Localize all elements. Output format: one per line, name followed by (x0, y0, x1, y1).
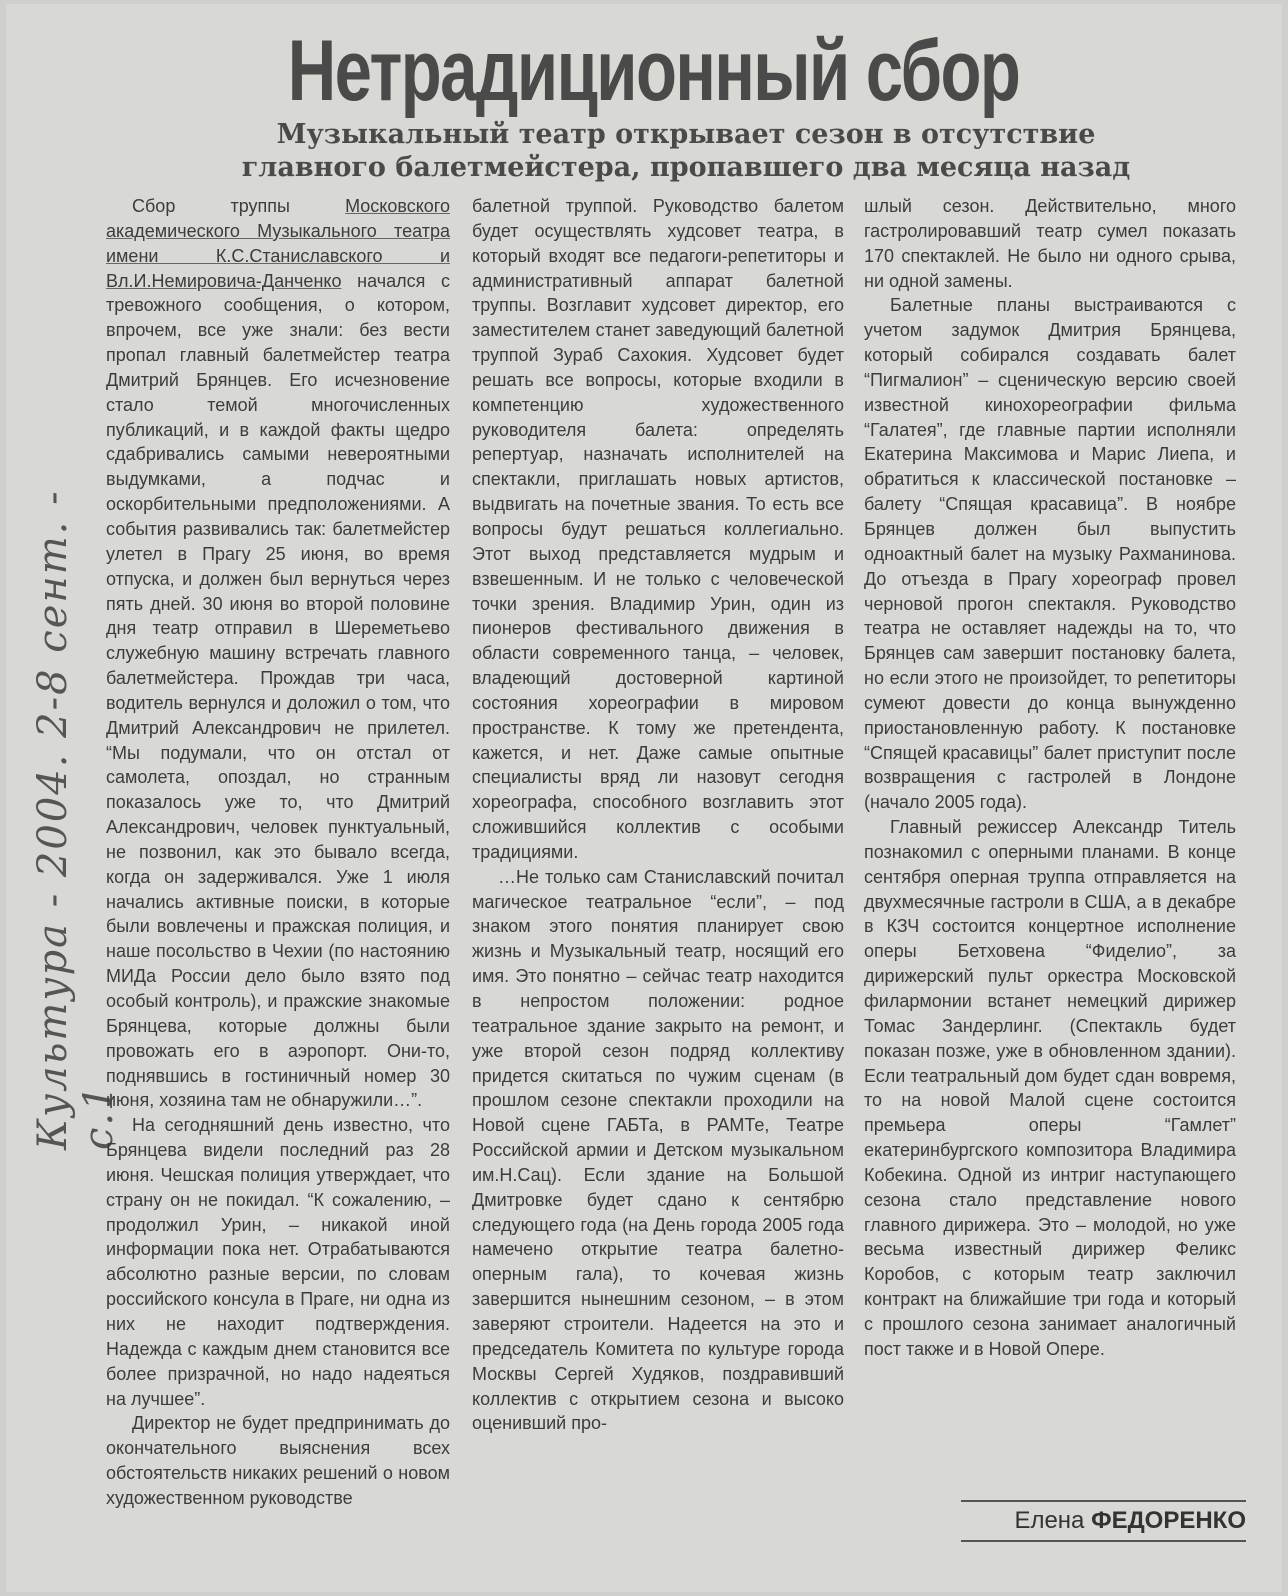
paragraph: …Не только сам Станиславский почитал магическое театральное “если”, – под знаком этого понятия планирует свою жизнь и Музыкальный театр, носящий его имя. Это понятно – сейчас театр находится в непростом положении: родное театральное здание закрыто на ремонт, и уже второй сезон подряд коллективу придется скитаться по чужим сценам (в прошлом сезоне спектакли проходили на Новой сцене ГАБТа, в РАМТе, Театре Российской армии и Детском музыкальном им.Н.Сац). Если здание на Большой Дмитровке будет сдано к сентябрю следующего года (на День города 2005 года намечено открытие театра балетно-оперным гала), то кочевая жизнь завершится нынешним сезоном, – в этом заверяют строители. Надеется на это и председатель Комитета по культуре города Москвы Сергей Худяков, поздравивший коллектив с открытием сезона и высоко оценивший про- (472, 866, 844, 1434)
newspaper-clipping (6, 4, 1282, 1592)
paragraph-lead: Сбор труппы (132, 196, 346, 216)
column-2 (472, 194, 844, 1436)
article-subtitle (106, 118, 1266, 184)
pen-underlined-text: Московского академического Музыкального театра имени К.С.Станиславского и Вл.И.Немировича-Данченко (106, 196, 450, 291)
paragraph (106, 194, 450, 1113)
paragraph: Директор не будет предпринимать до окончательного выяснения всех обстоятельств никаких решений о новом художественном руководстве (106, 1413, 450, 1508)
paragraph: Главный режиссер Александр Титель познакомил с оперными планами. В конце сентября оперная труппа отправляется на двухмесячные гастроли в США, а в декабре в КЗЧ состоится концертное исполнение оперы Бетховена “Фиделио”, за дирижерский пульт оркестра Московской филармонии встанет немецкий дирижер Томас Зандерлинг. (Спектакль будет показан позже, уже в обновленном здании). Если театральный дом будет сдан вовремя, то на новой Малой сцене состоится премьера оперы “Гамлет” екатеринбургского композитора Владимира Кобекина. Одной из интриг наступающего сезона стало представление нового главного дирижера. Это – молодой, но уже весьма известный дирижер Феликс Коробов, с которым театр заключил контракт на ближайшие три года и который с прошлого сезона занимает аналогичный пост также и в Новой Опере. (864, 817, 1236, 1359)
author-byline (961, 1500, 1246, 1542)
author-first-name: Елена (1014, 1507, 1085, 1534)
paragraph-text: начался с тревожного сообщения, о котором, впрочем, все уже знали: без вести пропал главный балетмейстер театра Дмитрий Брянцев. Его исчезновение стало темой многочисленных публикаций, и в каждой факты щедро сдабривались самыми невероятными выдумками, а подчас и оскорбительными предположениями. А события развивались так: балетмейстер улетел в Прагу 25 июня, во время отпуска, и должен был вернуться через пять дней. 30 июня во второй половине дня театр отправил в Шереметьево служебную машину встречать главного балетмейстера. Прождав три часа, водитель вернулся и доложил о том, что Дмитрий Александрович не прилетел. “Мы подумали, что он отстал от самолета, опоздал, но странным показалось уже то, что Дмитрий Александрович, человек пунктуальный, не позвонил, как это бывало всегда, когда он задерживался. Уже 1 июля начались активные поиски, в которые были вовлечены и пражская полиция, и наше посольство в Чехии (по настоянию МИДа России дело было взято под особый контроль), и пражские знакомые Брянцева, которые должны были провожать его в аэропорт. Они-то, поднявшись в гостиничный номер 30 июня, хозяина там не обнаружили…”. (106, 270, 450, 1111)
paragraph: балетной труппой. Руководство балетом будет осуществлять худсовет театра, в который входят все педагоги-репетиторы и административный аппарат балетной труппы. Возглавит худсовет директор, его заместителем станет заведующий балетной труппой Зураб Сахокия. Худсовет будет решать все вопросы, которые входили в компетенцию художественного руководителя балета: определять репертуар, назначать исполнителей на спектакли, приглашать новых артистов, выдвигать на почетные звания. То есть все вопросы будут решаться коллегиально. Этот выход представляется мудрым и взвешенным. И не только с человеческой точки зрения. Владимир Урин, один из пионеров фестивального движения в области современного танца, – человек, владеющий достоверной картиной состояния хореографии в мировом пространстве. К тому же претендента, кажется, и нет. Даже самые опытные специалисты вряд ли назовут сегодня хореографа, способного возглавить этот сложившийся коллектив с особыми традициями. (472, 196, 844, 862)
author-last-name: ФЕДОРЕНКО (1091, 1507, 1246, 1534)
subtitle-line: Музыкальный театр открывает сезон в отсутствие (276, 119, 1096, 150)
paragraph: Балетные планы выстраиваются с учетом задумок Дмитрия Брянцева, который собирался создавать балет “Пигмалион” – сценическую версию своей известной кинохореографии фильма “Галатея”, где главные партии исполняли Екатерина Максимова и Марис Лиепа, и обратиться к классической постановке – балету “Спящая красавица”. В ноябре Брянцев должен был выпустить одноактный балет на музыку Рахманинова. До отъезда в Прагу хореограф провел черновой прогон спектакля. Руководство театра не оставляет надежды на то, что Брянцев сам завершит постановку балета, но если этого не произойдет, то репетиторы сумеют довести до конца вынужденно приостановленную работу. К постановке “Спящей красавицы” балет приступит после возвращения с гастролей в Лондоне (начало 2005 года). (864, 295, 1236, 813)
column-3 (864, 194, 1236, 1362)
handwritten-note: Культура - 2004. 2-8 сент. - с.1 (30, 489, 122, 1150)
subtitle-line: главного балетмейстера, пропавшего два месяца назад (241, 152, 1131, 183)
paragraph: На сегодняшний день известно, что Брянцева видели последний раз 28 июня. Чешская полиция утверждает, что страну он не покидал. “К сожалению, – продолжил Урин, – никакой иной информации пока нет. Отрабатываются абсолютно разные версии, по словам российского консула в Праге, ни одна из них не находит подтверждения. Надежда с каждым днем становится все более призрачной, но надо надеяться на лучшее”. (106, 1115, 450, 1409)
article-headline: Нетрадиционный сбор (287, 23, 1020, 119)
column-1 (106, 194, 450, 1511)
paragraph: шлый сезон. Действительно, много гастролировавший театр сумел показать 170 спектаклей. Не было ни одного срыва, ни одной замены. (864, 196, 1236, 291)
